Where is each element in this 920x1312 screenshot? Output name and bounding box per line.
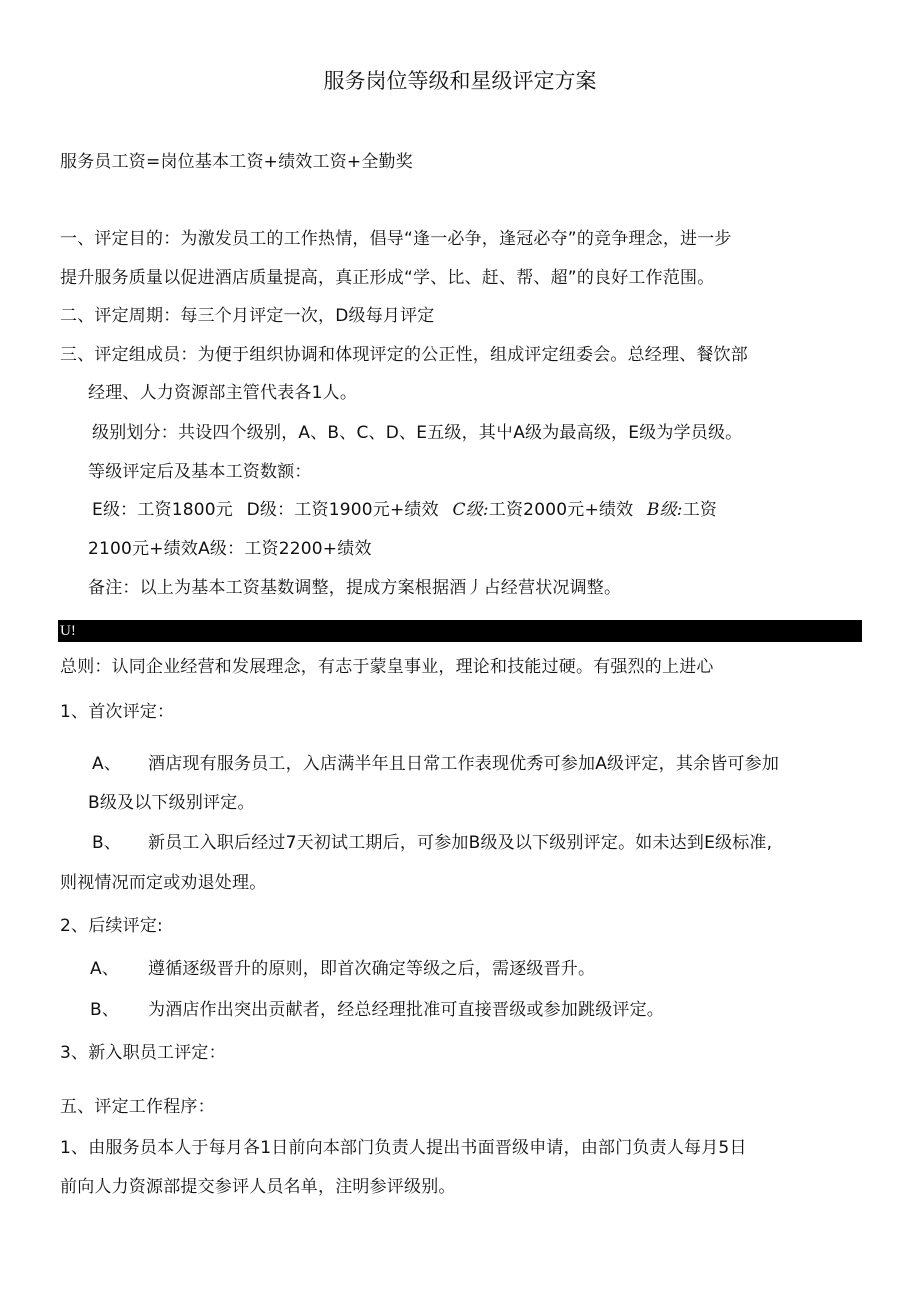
level-division: 级别划分：共设四个级别，A、B、C、D、E五级，其屮A级为最高级，E级为学员级。: [92, 423, 743, 443]
section-1-line-1: 一、评定目的：为激发员工的工作热情，倡导“逢一必争，逢冠必夺”的竞争理念，进一步: [60, 229, 732, 249]
section-3-line-2: 经理、人力资源部主管代表各1人。: [88, 383, 358, 403]
salary-formula: 服务员工资=岗位基本工资+绩效工资+全勤奖: [60, 152, 413, 172]
section-5-item-1-line-1: 1、由服务员本人于每月各1日前向本部门负责人提出书面晋级申请，由部门负责人每月5日: [60, 1138, 747, 1158]
salary-c: 工资2000元+绩效: [488, 500, 634, 520]
new-hire-heading: 3、新入职员工评定：: [60, 1043, 226, 1063]
first-evaluation-b-line-1: [92, 832, 772, 854]
item-text: 新员工入职后经过7天初试工期后，可参加B级及以下级别评定。如未达到E级标准,: [148, 833, 773, 853]
first-evaluation-a-line-2: B级及以下级别评定。: [88, 793, 255, 813]
item-marker: A、: [90, 959, 120, 979]
section-1-line-2: 提升服务质量以促进酒店质量提高，真正形成“学、比、赶、帮、超”的良好工作范围。: [60, 268, 715, 288]
follow-up-heading: 2、后续评定:: [60, 916, 163, 936]
salary-note: 备注：以上为基本工资基数调整，提成方案根据酒丿占经营状况调整。: [88, 578, 622, 598]
item-text: 为酒店作出突出贡献者，经总经理批准可直接晋级或参加跳级评定。: [148, 1000, 664, 1020]
section-5-item-1-line-2: 前向人力资源部提交参评人员名单，注明参评级别。: [60, 1177, 456, 1197]
salary-b-part-1: 工资: [682, 500, 718, 520]
salary-d: D级：工资1900元+绩效: [246, 500, 439, 520]
salary-heading: 等级评定后及基本工资数额：: [88, 462, 312, 482]
first-evaluation-b-line-2: 则视情况而定或劝退处理。: [60, 873, 267, 893]
section-2: 二、评定周期：每三个月评定一次，D级每月评定: [60, 306, 435, 326]
follow-up-b: [90, 999, 664, 1021]
salary-line-1: [92, 499, 717, 521]
item-text: 酒店现有服务员工，入店满半年且日常工作表现优秀可参加A级评定，其余皆可参加: [148, 754, 780, 774]
item-text: 遵循逐级晋升的原则，即首次确定等级之后，需逐级晋升。: [148, 959, 596, 979]
salary-b-label: B级:: [646, 500, 683, 520]
first-evaluation-heading: 1、首次评定：: [60, 702, 175, 722]
item-marker: B、: [90, 1000, 120, 1020]
salary-c-label: C级:: [452, 500, 489, 520]
section-5-heading: 五、评定工作程序：: [60, 1097, 215, 1117]
follow-up-a: [90, 958, 595, 980]
item-marker: A、: [92, 754, 122, 774]
general-principle: 总则：认同企业经营和发展理念，有志于蒙皇事业，理论和技能过硬。有强烈的上进心: [60, 657, 714, 677]
salary-e: E级：工资1800元: [92, 500, 234, 520]
item-marker: B、: [92, 833, 122, 853]
black-banner: U!: [58, 620, 862, 642]
salary-line-2: 2100元+绩效A级：工资2200+绩效: [88, 539, 372, 559]
section-3-line-1: 三、评定组成员：为便于组织协调和体现评定的公正性，组成评定纽委会。总经理、餐饮部: [60, 345, 748, 365]
first-evaluation-a-line-1: [92, 753, 779, 775]
page-title: 服务岗位等级和星级评定方案: [323, 69, 597, 93]
